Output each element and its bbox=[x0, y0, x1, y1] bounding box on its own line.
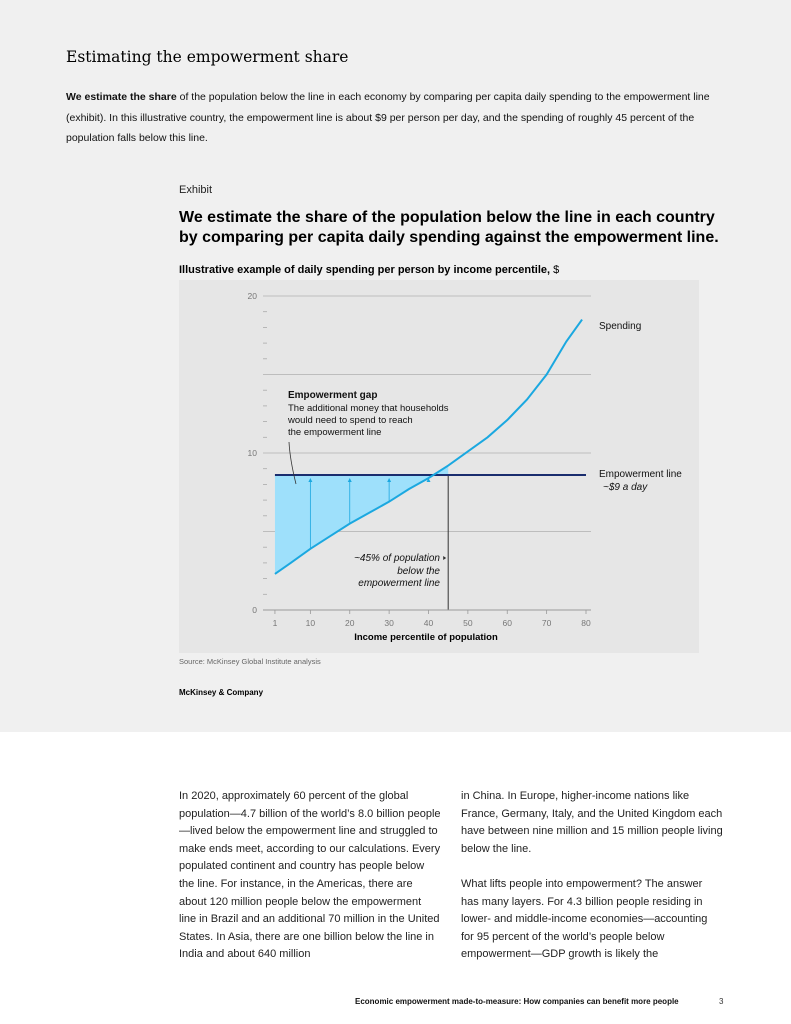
exhibit-label: Exhibit bbox=[179, 184, 213, 196]
below-line-annotation: below the bbox=[397, 566, 440, 577]
brand-logo-text: McKinsey & Company bbox=[179, 688, 264, 697]
body-paragraph: in China. In Europe, higher-income nations like France, Germany, Italy, and the United Kingdom each have between nine million and 15 million people living below the line. bbox=[461, 790, 723, 855]
intro-rest: of the population below the line in each economy by comparing per capita daily spending to the empowerment line (exhibit). In this illustrative country, the empowerment line is about $9 per person per day, and the spending of roughly 45 percent of the population falls below this line. bbox=[66, 91, 710, 144]
gap-annotation-text: would need to spend to reach bbox=[288, 415, 413, 426]
series-label-spending: Spending bbox=[599, 321, 642, 332]
intro-lead: We estimate the share bbox=[66, 91, 177, 103]
body-column-left: In 2020, approximately 60 percent of the global population—4.7 billion of the world’s 8.0 billion people—lived below the empowerment line and struggled to make ends meet, according to our calculations. Every populated continent and country has people below the line. For instance, in the Americas, there are about 120 million people below the empowerment line in Brazil and an additional 70 million in the United States. In Asia, there are one billion below the line in India and about 640 million bbox=[179, 790, 441, 961]
x-tick-label: 20 bbox=[345, 618, 355, 628]
x-tick-label: 30 bbox=[384, 618, 394, 628]
chart-subtitle bbox=[179, 264, 559, 276]
footer-title: Economic empowerment made-to-measure: How companies can benefit more people bbox=[355, 997, 679, 1006]
chart-area bbox=[179, 280, 699, 653]
source-note: Source: McKinsey Global Institute analysis bbox=[179, 657, 321, 666]
x-tick-label: 60 bbox=[502, 618, 512, 628]
body-paragraph: What lifts people into empowerment? The answer has many layers. For 4.3 billion people residing in lower- and middle-income economies—accounting for 95 percent of the world’s people below empowerment—GDP growth is likely the bbox=[461, 877, 708, 961]
x-tick-label: 40 bbox=[423, 618, 434, 628]
body-column-right bbox=[461, 788, 723, 964]
below-line-arrow bbox=[443, 556, 446, 560]
below-line-annotation: empowerment line bbox=[358, 578, 440, 589]
intro-paragraph bbox=[66, 87, 726, 149]
spending-chart bbox=[179, 280, 699, 653]
x-tick-label: 80 bbox=[581, 618, 591, 628]
chart-subtitle-unit: $ bbox=[553, 264, 560, 276]
below-line-annotation: ~45% of population bbox=[354, 553, 440, 564]
series-label-empowerment-line: Empowerment line bbox=[599, 469, 682, 480]
gap-annotation-text: the empowerment line bbox=[288, 427, 382, 438]
gap-annotation-text: The additional money that households bbox=[288, 403, 449, 414]
gap-annotation-title: Empowerment gap bbox=[288, 390, 378, 401]
y-tick-label: 0 bbox=[252, 605, 257, 615]
page-number: 3 bbox=[719, 997, 724, 1006]
x-tick-label: 70 bbox=[541, 618, 552, 628]
x-tick-label: 1 bbox=[272, 618, 278, 628]
exhibit-title: We estimate the share of the population below the line in each country by comparing per capita daily spending against the empowerment line. bbox=[179, 209, 719, 246]
x-tick-label: 10 bbox=[305, 618, 316, 628]
y-tick-label: 20 bbox=[247, 291, 257, 301]
x-axis-label: Income percentile of population bbox=[354, 632, 498, 643]
chart-subtitle-text: Illustrative example of daily spending per person by income percentile, bbox=[179, 264, 551, 276]
section-heading: Estimating the empowerment share bbox=[66, 48, 349, 66]
x-tick-label: 50 bbox=[463, 618, 473, 628]
y-tick-label: 10 bbox=[247, 448, 257, 458]
empowerment-line-value: ~$9 a day bbox=[603, 482, 648, 493]
